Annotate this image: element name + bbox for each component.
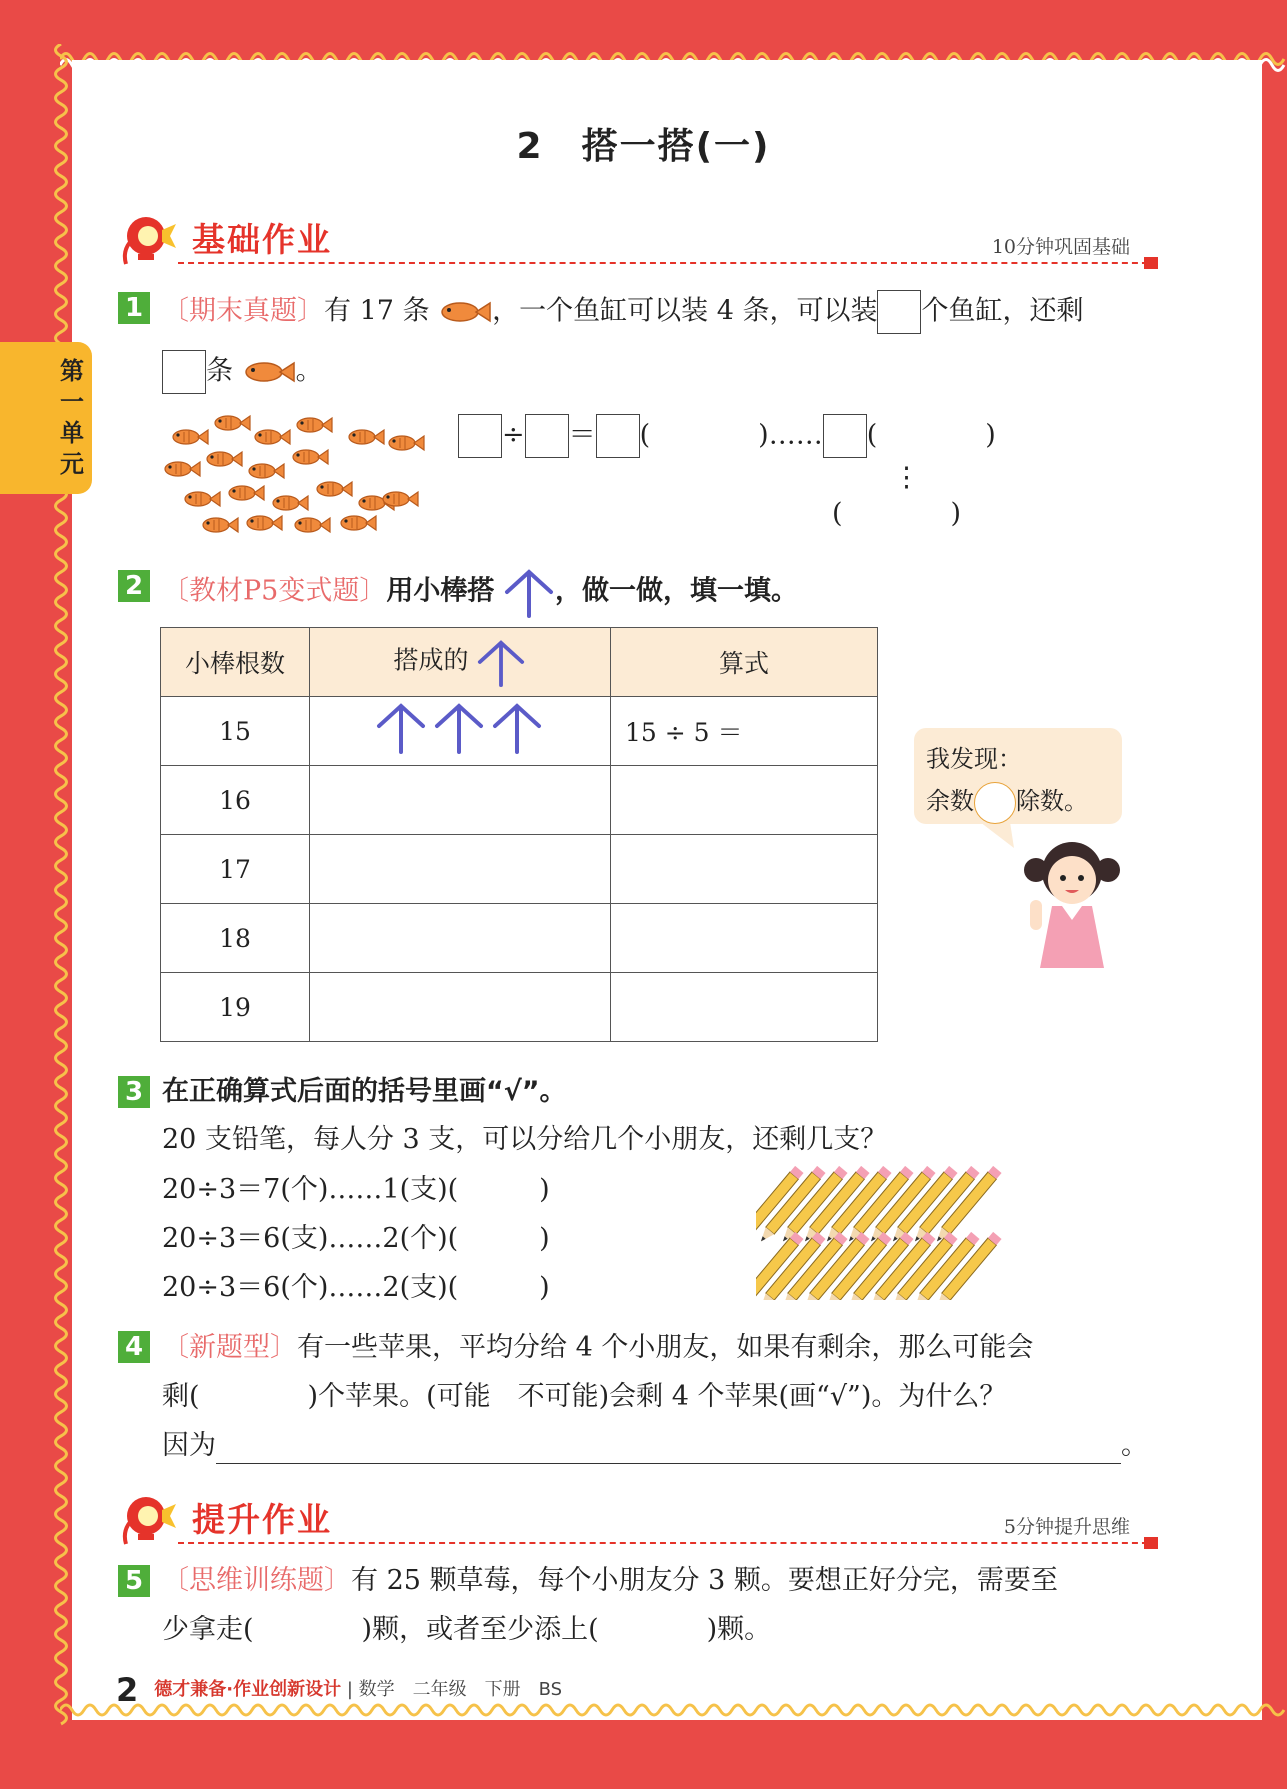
cell-formula[interactable] [611, 904, 878, 973]
q4-line-2[interactable]: 剩( )个苹果。(可能 不可能)会剩 4 个苹果(画“√”)。为什么？ [162, 1381, 1007, 1412]
q3-option-1[interactable]: 20÷3＝7(个)……1(支)( ) [162, 1174, 550, 1205]
stick-umbrella-icon [476, 636, 526, 688]
q5-line-1 [162, 1563, 1058, 1599]
cell-count: 18 [161, 904, 310, 973]
page-number: 2 [116, 1671, 139, 1709]
cell-count: 15 [161, 697, 310, 766]
eq-box-dividend[interactable] [458, 414, 502, 458]
cell-formula[interactable] [611, 766, 878, 835]
table-row [161, 904, 878, 973]
q5-line-2[interactable]: 少拿走( )颗，或者至少添上( )颗。 [162, 1614, 772, 1645]
q4-tag: 〔新题型〕 [162, 1332, 297, 1363]
q3-option-2[interactable]: 20÷3＝6(支)……2(个)( ) [162, 1223, 550, 1254]
footer-book-info: | 数学 二年级 下册 BS [346, 1679, 563, 1700]
cell-formula[interactable] [611, 835, 878, 904]
speech-bubble-text [926, 738, 1088, 824]
page-title: 2 搭一搭(一) [516, 126, 771, 167]
eq-unit-paren-2[interactable]: ( ) [866, 419, 996, 451]
stick-umbrella-icon [503, 566, 555, 618]
q1-text-d: 条 [206, 355, 233, 387]
q1-text-b: ，一个鱼缸可以装 4 条，可以装 [492, 295, 878, 327]
header-formula: 算式 [611, 628, 878, 697]
page-footer [116, 1671, 562, 1709]
fish-icon [242, 359, 296, 385]
q3-option-3[interactable]: 20÷3＝6(个)……2(支)( ) [162, 1272, 550, 1303]
eq-equals-sign: ＝ [568, 419, 596, 451]
q3-title: 在正确算式后面的括号里画“√”。 [162, 1076, 567, 1107]
question-number-2: 2 [118, 570, 150, 602]
lightbulb-icon [118, 1490, 178, 1550]
q1-division-equation [458, 414, 996, 458]
compare-circle[interactable] [974, 782, 1016, 824]
pencils-illustration [756, 1166, 1011, 1300]
eq-box-remainder[interactable] [823, 414, 867, 458]
wavy-border-left [46, 44, 76, 1730]
bubble-remainder: 余数 [926, 787, 974, 815]
q4-because: 因为 [162, 1430, 216, 1461]
question-number-4: 4 [118, 1331, 150, 1363]
question-number-3: 3 [118, 1076, 150, 1108]
q2-line-1 [162, 566, 798, 618]
section-header-basic [118, 208, 1158, 278]
footer-brand: 德才兼备·作业创新设计 [154, 1679, 342, 1700]
header-stick-count: 小棒根数 [161, 628, 310, 697]
cell-count: 19 [161, 973, 310, 1042]
table-row [161, 697, 878, 766]
answer-box-tanks[interactable] [877, 290, 921, 334]
section-subtitle: 10分钟巩固基础 [991, 236, 1130, 258]
section-title: 基础作业 [192, 220, 332, 259]
q4-answer-line[interactable] [216, 1437, 1121, 1464]
divider-end-marker [1144, 1537, 1158, 1549]
eq-unit-paren-3[interactable]: ( ) [832, 498, 962, 529]
bubble-line-2 [926, 780, 1088, 824]
eq-box-quotient[interactable] [596, 414, 640, 458]
eq-remainder-dots: …… [768, 419, 823, 451]
cell-shapes[interactable] [310, 973, 611, 1042]
table-row [161, 973, 878, 1042]
header-shapes-label: 搭成的 [393, 645, 469, 675]
question-number-5: 5 [118, 1565, 150, 1597]
q1-text-a: 有 17 条 [324, 295, 430, 327]
eq-unit-paren-1[interactable]: ( ) [639, 419, 769, 451]
bubble-divisor: 除数。 [1016, 787, 1088, 815]
section-title: 提升作业 [192, 1500, 332, 1539]
cell-shapes[interactable] [310, 766, 611, 835]
section-header-advanced [118, 1488, 1158, 1558]
divider-end-marker [1144, 257, 1158, 269]
header-shapes [310, 628, 611, 697]
dashed-divider [178, 262, 1158, 264]
lightbulb-icon [118, 210, 178, 270]
speech-bubble-tail [980, 822, 1020, 850]
q2-text-a: 用小棒搭 [386, 575, 495, 607]
eq-box-divisor[interactable] [525, 414, 569, 458]
q4-line-1-text: 有一些苹果，平均分给 4 个小朋友，如果有剩余，那么可能会 [297, 1332, 1034, 1363]
q4-period: 。 [1121, 1430, 1148, 1461]
question-number-1: 1 [118, 292, 150, 324]
cell-shapes[interactable] [310, 835, 611, 904]
cell-formula[interactable]: 15 ÷ 5 ＝ [611, 697, 878, 766]
section-subtitle: 5分钟提升思维 [1003, 1516, 1130, 1538]
answer-box-left[interactable] [162, 350, 206, 394]
q1-line-1 [162, 290, 1083, 334]
cell-count: 17 [161, 835, 310, 904]
q4-line-1 [162, 1330, 1033, 1366]
cell-formula[interactable] [611, 973, 878, 1042]
dashed-divider [178, 1542, 1158, 1544]
q5-tag: 〔思维训练题〕 [162, 1565, 351, 1596]
q2-tag: 〔教材P5变式题〕 [162, 575, 387, 607]
unit-side-tab-label: 第一单元 [60, 357, 84, 478]
stick-count-table [160, 627, 878, 1042]
cell-shapes[interactable] [310, 904, 611, 973]
q5-line-1-text: 有 25 颗草莓，每个小朋友分 3 颗。要想正好分完，需要至 [351, 1565, 1058, 1596]
q1-tag: 〔期末真题〕 [162, 295, 324, 327]
table-row [161, 835, 878, 904]
q3-question: 20 支铅笔，每人分 3 支，可以分给几个小朋友，还剩几支？ [162, 1124, 888, 1155]
table-row [161, 766, 878, 835]
q4-line-3 [162, 1428, 1148, 1464]
eq-div-sign: ÷ [502, 419, 525, 451]
table-header-row [161, 628, 878, 697]
q1-text-c: 个鱼缸，还剩 [921, 295, 1084, 327]
fish-icon [438, 299, 492, 325]
stick-umbrella-group [375, 700, 545, 756]
cell-count: 16 [161, 766, 310, 835]
girl-illustration [1022, 830, 1122, 970]
fish-school-illustration [160, 410, 430, 540]
cell-shapes [310, 697, 611, 766]
q2-text-b: ，做一做，填一填。 [554, 575, 798, 607]
bubble-line-1: 我发现： [926, 745, 1022, 773]
q1-text-e: 。 [295, 355, 323, 387]
eq-vertical-dots: ⋮ [893, 462, 920, 493]
q1-line-2 [162, 350, 323, 394]
